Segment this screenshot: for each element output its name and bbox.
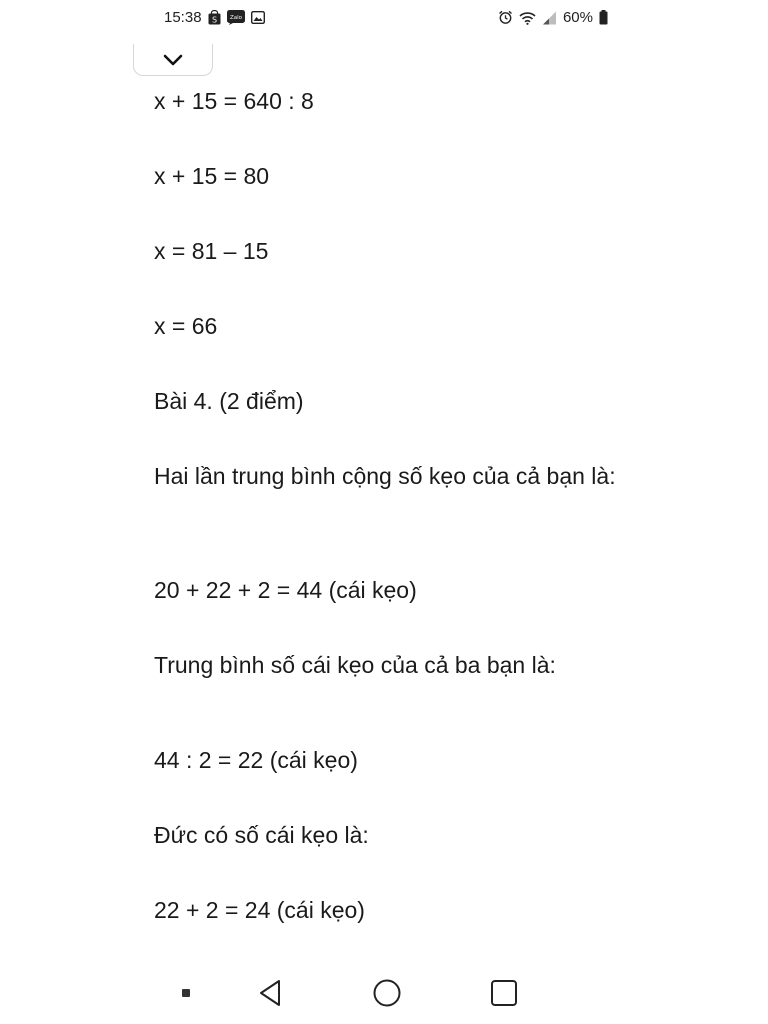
alarm-icon bbox=[498, 10, 513, 25]
equation-line: 20 + 22 + 2 = 44 (cái kẹo) bbox=[154, 577, 417, 603]
paragraph: Hai lần trung bình cộng số kẹo của cả bạn là: bbox=[154, 463, 616, 489]
svg-text:Zalo: Zalo bbox=[229, 15, 242, 21]
status-right bbox=[498, 9, 608, 26]
battery-percent: 60% bbox=[562, 9, 593, 26]
home-icon[interactable] bbox=[371, 976, 403, 1010]
equation-line: x + 15 = 80 bbox=[154, 163, 270, 189]
navigation-bar bbox=[0, 964, 768, 1024]
gallery-icon bbox=[251, 11, 265, 24]
recents-dot-icon[interactable] bbox=[176, 976, 196, 1010]
wifi-icon bbox=[519, 11, 536, 25]
battery-icon bbox=[599, 10, 608, 25]
equation-line: x + 15 = 640 : 8 bbox=[154, 88, 314, 114]
zalo-icon bbox=[227, 10, 245, 25]
shopping-bag-icon bbox=[208, 10, 221, 25]
paragraph: Đức có số cái kẹo là: bbox=[154, 822, 369, 848]
equation-line: x = 81 – 15 bbox=[154, 238, 269, 264]
status-left bbox=[164, 9, 265, 26]
paragraph: Trung bình số cái kẹo của cả ba bạn là: bbox=[154, 652, 556, 678]
collapse-toggle-button[interactable] bbox=[133, 44, 213, 76]
status-time: 15:38 bbox=[164, 9, 202, 26]
equation-line: x = 66 bbox=[154, 313, 218, 339]
equation-line: 44 : 2 = 22 (cái kẹo) bbox=[154, 747, 358, 773]
overview-icon[interactable] bbox=[488, 976, 520, 1010]
signal-icon bbox=[542, 11, 557, 25]
status-bar bbox=[0, 0, 768, 40]
back-icon[interactable] bbox=[254, 976, 286, 1010]
section-heading: Bài 4. (2 điểm) bbox=[154, 388, 304, 414]
svg-text:S: S bbox=[211, 15, 217, 25]
equation-line: 22 + 2 = 24 (cái kẹo) bbox=[154, 897, 365, 923]
chevron-down-icon bbox=[162, 53, 184, 67]
